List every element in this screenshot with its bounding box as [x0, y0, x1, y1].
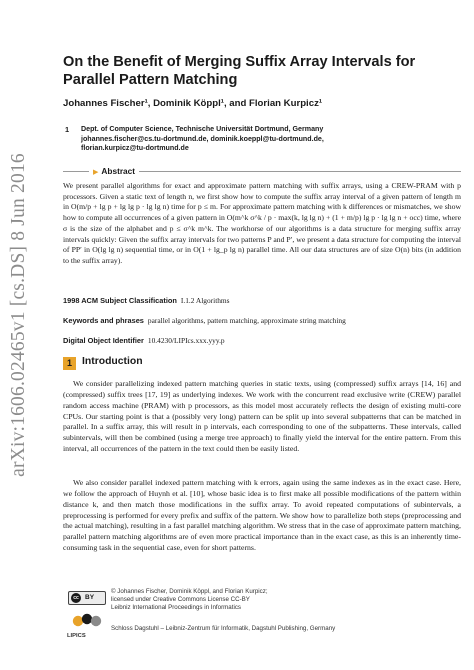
- affiliation-department: Dept. of Computer Science, Technische Universität Dortmund, Germany: [81, 125, 324, 133]
- affiliation-email[interactable]: florian.kurpicz@tu-dortmund.de: [81, 144, 189, 153]
- doi: [63, 336, 461, 345]
- publisher-line: Schloss Dagstuhl – Leibniz-Zentrum für Informatik, Dagstuhl Publishing, Germany: [111, 625, 336, 632]
- affiliation-email[interactable]: johannes.fischer@cs.tu-dortmund.de, dominik.koeppl@tu-dortmund.de,: [81, 134, 324, 143]
- lipics-logo-icon: [72, 613, 104, 627]
- doi-value[interactable]: 10.4230/LIPIcs.xxx.yyy.p: [147, 336, 225, 345]
- affiliation-text: [81, 125, 324, 154]
- acm-classification-label: 1998 ACM Subject Classification: [63, 296, 177, 305]
- abstract-heading: [89, 166, 139, 176]
- copyright-line: Leibniz International Proceedings in Informatics: [111, 603, 242, 611]
- triangle-bullet-icon: ▶: [93, 169, 99, 176]
- affiliation-number: 1: [65, 125, 70, 134]
- copyright-line: © Johannes Fischer, Dominik Köppl, and Florian Kurpicz;: [111, 588, 268, 595]
- intro-paragraph: We consider parallelizing indexed pattern matching queries in static texts, using (compressed) suffix arrays [14, 16] and (compressed) suffix trees [17, 19] as underlying indexes. We work with the concurrent read exclusive write (CREW) parallel random access machine (PRAM) with p processors, as this model most accurately reflects the design of existing multi-core CPUs. Our starting point is that a (possibly very long) pattern can be split up into several subpatterns that can be matched in parallel. In a suffix array, this will result in p intervals, each corresponding to one of the subpatterns. These intervals, called subintervals, will then be combined (using a merge tree approach) to finally yield the interval for the entire pattern. From this interval, all occurrences of the pattern in the text could then be easily listed.: [63, 379, 461, 454]
- intro-paragraph: We also consider parallel indexed pattern matching with k errors, again using the same indexes as in the exact case. Here, we follow the approach of Huynh et al. [10], whose basic idea is to first make all possible modifications of the pattern within distance k, and then match those modifications in the suffix array. To avoid repeated computations of subintervals, a preprocessing is performed for every prefix and suffix of the pattern. We show how to parallelize both steps (preprocessing and the actual matching), resulting in a fast parallel matching algorithm. We stress that in the case of approximate pattern matching, parallel pattern matching algorithms are of even more practical importance than in the exact case, as this is an inherently time-consuming task in the sequential case, even for short patterns.: [63, 478, 461, 553]
- abstract-heading-text: Abstract: [101, 166, 136, 176]
- keywords-value: parallel algorithms, pattern matching, approximate string matching: [147, 316, 346, 325]
- arxiv-identifier: [6, 150, 32, 480]
- author-list: Johannes Fischer¹, Dominik Köppl¹, and Florian Kurpicz¹: [63, 98, 323, 109]
- cc-circle-icon: cc: [71, 593, 81, 603]
- abstract-text: We present parallel algorithms for exact and approximate pattern matching with suffix arrays, using a CREW-PRAM with p processors. Given a static text of length n, we first show how to compute the suffix array interval of a given pattern of length m in O(m/p + lg p + lg lg p · lg lg n) time for p ≤ m. For approximate pattern matching with k differences or mismatches, we show how to compute all occurrences of a given pattern in O(m^k σ^k / p · max(k, lg lg n) + (1 + m/p) lg p · lg lg n + occ) time, where σ is the size of the alphabet and p ≤ σ^k m^k. The workhorse of our algorithms is a data structure for merging suffix array intervals quickly: Given the suffix array intervals for two patterns P and P′, we present a data structure for computing the interval of PP′ in O(lg lg n) sequential time, or in O(1 + lg_p lg n) parallel time. All our data structures are of size O(n) bits (in addition to the suffix array).: [63, 181, 461, 265]
- cc-by-text: BY: [85, 594, 95, 601]
- paper-title: On the Benefit of Merging Suffix Array Intervals for Parallel Pattern Matching: [63, 54, 416, 88]
- keywords: [63, 316, 461, 325]
- copyright-notice: [111, 588, 268, 612]
- lipics-label: LIPICS: [67, 633, 86, 639]
- acm-classification-value: I.1.2 Algorithms: [180, 296, 230, 305]
- publisher-notice: [111, 625, 335, 633]
- section-title: Introduction: [82, 356, 143, 367]
- acm-classification: [63, 296, 461, 305]
- keywords-label: Keywords and phrases: [63, 316, 144, 325]
- doi-label: Digital Object Identifier: [63, 336, 144, 345]
- section-number: 1: [63, 357, 76, 370]
- creative-commons-logo: [68, 591, 106, 605]
- arxiv-identifier-text: arXiv:1606.02465v1 [cs.DS] 8 Jun 2016: [8, 153, 29, 477]
- copyright-line: licensed under Creative Commons License CC-BY: [111, 595, 250, 603]
